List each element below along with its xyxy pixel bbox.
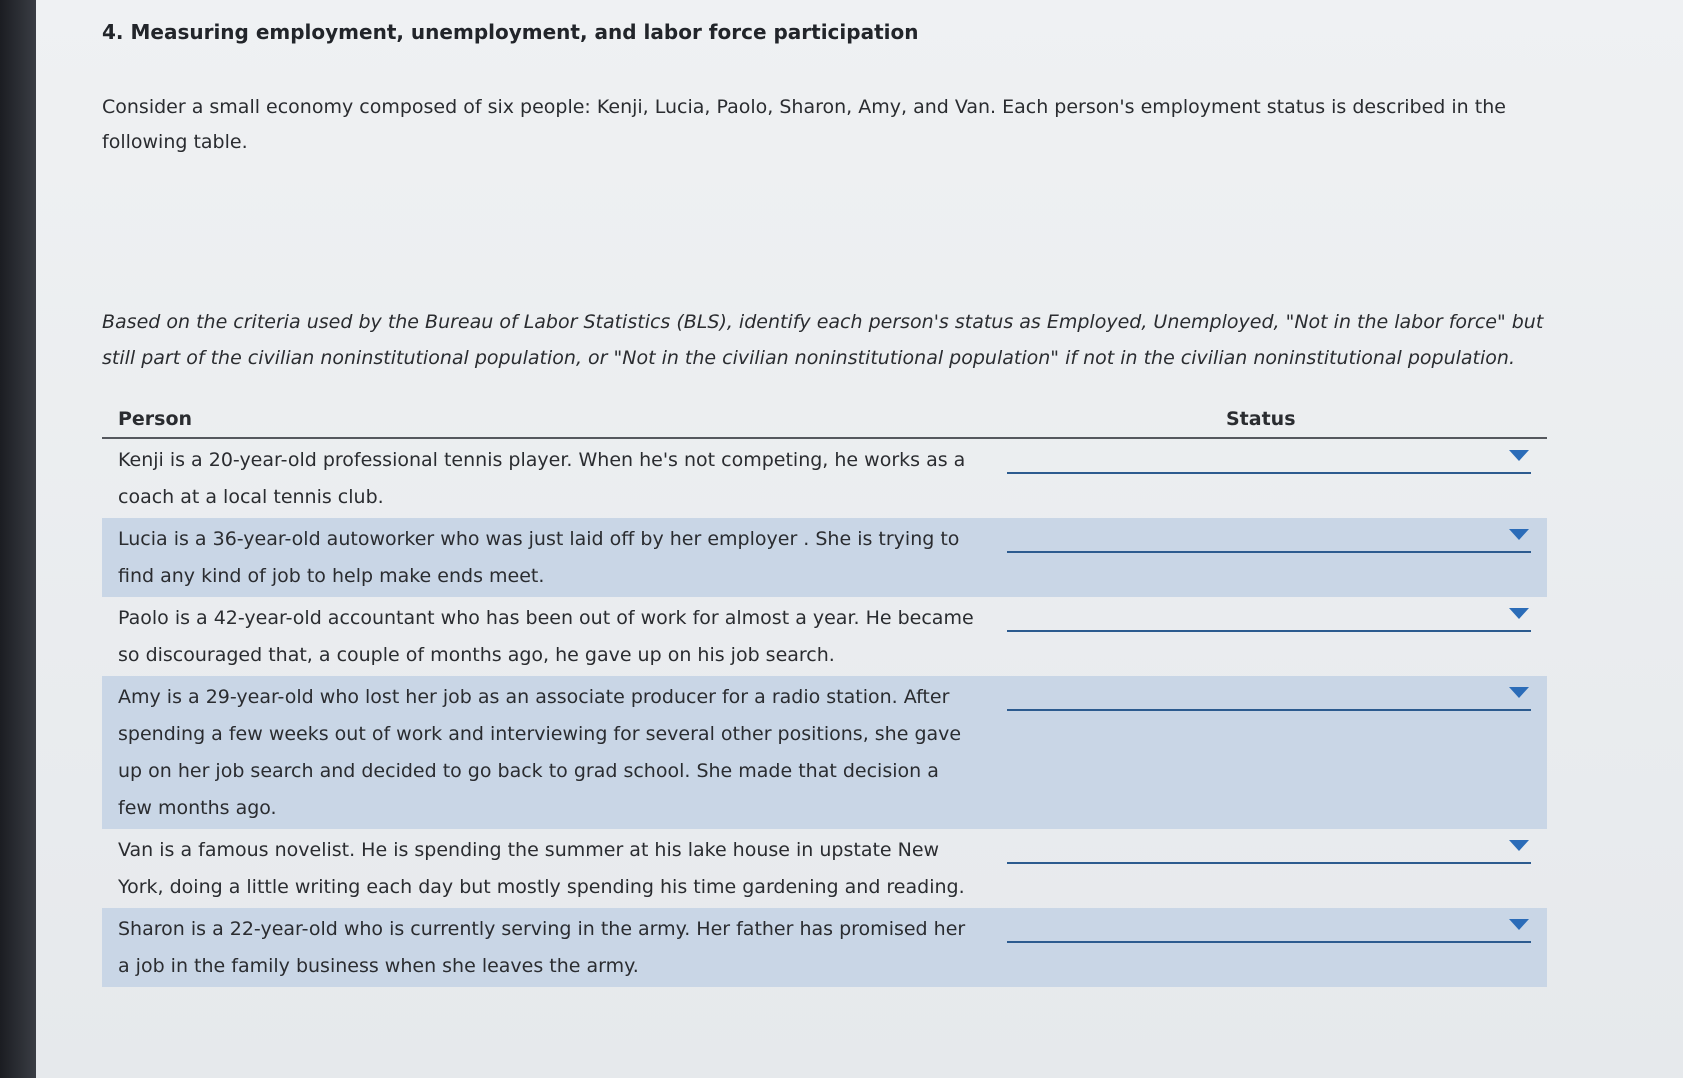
person-description: Van is a famous novelist. He is spending the summer at his lake house in upstate New York, doing a little writing each day but mostly spending his time gardening and reading. — [118, 839, 965, 898]
status-cell — [991, 597, 1547, 676]
status-cell — [991, 518, 1547, 597]
person-description: Sharon is a 22-year-old who is currently serving in the army. Her father has promised her a job in the family business when she leaves the army. — [102, 908, 991, 987]
question-instructions: Based on the criteria used by the Bureau of Labor Statistics (BLS), identify each person's status as Employed, Unemployed, "Not in the labor force" but still part of the civilian noninstitutional population, or "Not in the civilian noninstitutional population" if not in the civilian noninstitutional population. — [102, 311, 1544, 369]
caret-down-icon[interactable] — [1509, 608, 1529, 619]
status-dropdown-kenji[interactable] — [1007, 442, 1531, 474]
status-cell — [991, 908, 1547, 987]
person-description: Amy is a 29-year-old who lost her job as an associate producer for a radio station. After spending a few weeks out of work and interviewing for several other positions, she gave up on her job search and decided to go back to grad school. She made that decision a few months ago. — [102, 676, 991, 829]
question-page — [36, 0, 1683, 1078]
status-table — [102, 393, 1547, 987]
table-row-lucia — [102, 518, 1547, 597]
status-dropdown-sharon[interactable] — [1007, 911, 1531, 943]
status-column-header: Status — [991, 393, 1547, 438]
table-row-van — [102, 829, 1547, 908]
question-title: 4. Measuring employment, unemployment, and labor force participation — [102, 20, 919, 44]
caret-down-icon[interactable] — [1509, 450, 1529, 461]
person-description: Paolo is a 42-year-old accountant who has been out of work for almost a year. He became so discouraged that, a couple of months ago, he gave up on his job search. — [118, 607, 974, 666]
question-intro: Consider a small economy composed of six people: Kenji, Lucia, Paolo, Sharon, Amy, and Van. Each person's employment status is described in the following table. — [102, 96, 1506, 153]
table-row-sharon — [102, 908, 1547, 987]
status-cell — [991, 438, 1547, 518]
person-description: Kenji is a 20-year-old professional tennis player. When he's not competing, he works as a coach at a local tennis club. — [118, 449, 966, 508]
status-dropdown-van[interactable] — [1007, 832, 1531, 864]
status-dropdown-lucia[interactable] — [1007, 521, 1531, 553]
caret-down-icon[interactable] — [1509, 529, 1529, 540]
caret-down-icon[interactable] — [1509, 919, 1529, 930]
monitor-bezel — [0, 0, 36, 1078]
table-row-paolo — [102, 597, 1547, 676]
status-cell — [991, 829, 1547, 908]
status-dropdown-paolo[interactable] — [1007, 600, 1531, 632]
caret-down-icon[interactable] — [1509, 687, 1529, 698]
table-header-row — [102, 393, 1547, 438]
table-row-amy — [102, 676, 1547, 829]
person-column-header: Person — [102, 393, 991, 438]
status-cell — [991, 676, 1547, 829]
table-row-kenji — [102, 438, 1547, 518]
caret-down-icon[interactable] — [1509, 840, 1529, 851]
person-description: Lucia is a 36-year-old autoworker who was just laid off by her employer . She is trying to find any kind of job to help make ends meet. — [102, 518, 991, 597]
status-dropdown-amy[interactable] — [1007, 679, 1531, 711]
question-content — [102, 14, 1592, 987]
